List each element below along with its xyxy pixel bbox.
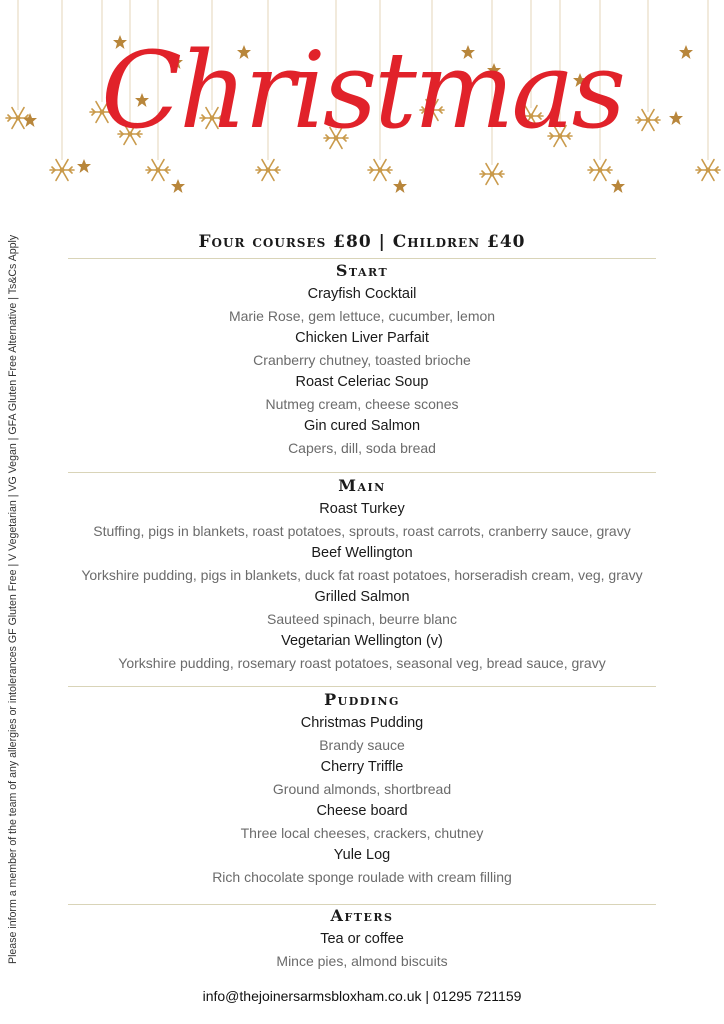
dish-name: Grilled Salmon: [314, 589, 410, 605]
allergy-notice: Please inform a member of the team of any allergies or intolerances GF Gluten Free | V Vegetarian | VG Vegan | GFA Gluten Free Alternative | Ts&Cs Apply: [7, 234, 19, 964]
dish-name: Tea or coffee: [320, 931, 404, 947]
dish-name: Chicken Liver Parfait: [295, 330, 429, 346]
divider: [68, 686, 656, 687]
dish-name: Gin cured Salmon: [303, 418, 421, 434]
dish-description: Stuffing, pigs in blankets, roast potatoes, sprouts, roast carrots, cranberry sauce, gravy: [93, 523, 631, 539]
dish-name: Roast Celeriac Soup: [295, 374, 429, 390]
dish-description: Yorkshire pudding, rosemary roast potatoes, seasonal veg, bread sauce, gravy: [118, 655, 606, 671]
divider: [68, 472, 656, 473]
section-heading: Main: [338, 476, 386, 495]
dish-description: Rich chocolate sponge roulade with cream filling: [212, 869, 512, 885]
dish-description: Capers, dill, soda bread: [288, 440, 436, 456]
dish-description: Sauteed spinach, beurre blanc: [267, 611, 457, 627]
dish-name: Christmas Pudding: [300, 715, 424, 731]
dish-description: Three local cheeses, crackers, chutney: [240, 825, 484, 841]
dish-name: Cherry Triffle: [320, 759, 404, 775]
dish-name: Cheese board: [316, 803, 408, 819]
contact-line: info@thejoinersarmsbloxham.co.uk | 01295 721159: [202, 988, 522, 1004]
section-afters: [68, 904, 656, 972]
section-main: [68, 474, 656, 674]
dish-description: Yorkshire pudding, pigs in blankets, duck fat roast potatoes, horseradish cream, veg, gravy: [81, 567, 643, 583]
section-heading: Afters: [330, 906, 394, 925]
section-pudding: [68, 688, 656, 888]
dish-name: Beef Wellington: [311, 545, 413, 561]
dish-name: Roast Turkey: [319, 501, 405, 517]
price-line: Four courses £80 | Children £40: [198, 232, 526, 252]
section-heading: Start: [335, 261, 389, 280]
menu-title: Christmas: [100, 29, 624, 152]
dish-description: Nutmeg cream, cheese scones: [265, 396, 459, 412]
dish-description: Mince pies, almond biscuits: [276, 953, 448, 969]
dish-name: Vegetarian Wellington (v): [281, 633, 443, 649]
section-heading: Pudding: [324, 690, 400, 709]
section-start: [68, 259, 656, 459]
dish-name: Crayfish Cocktail: [307, 286, 417, 302]
dish-name: Yule Log: [333, 847, 391, 863]
dish-description: Brandy sauce: [319, 737, 405, 753]
dish-description: Ground almonds, shortbread: [272, 781, 452, 797]
dish-description: Marie Rose, gem lettuce, cucumber, lemon: [228, 308, 496, 324]
dish-description: Cranberry chutney, toasted brioche: [253, 352, 471, 368]
